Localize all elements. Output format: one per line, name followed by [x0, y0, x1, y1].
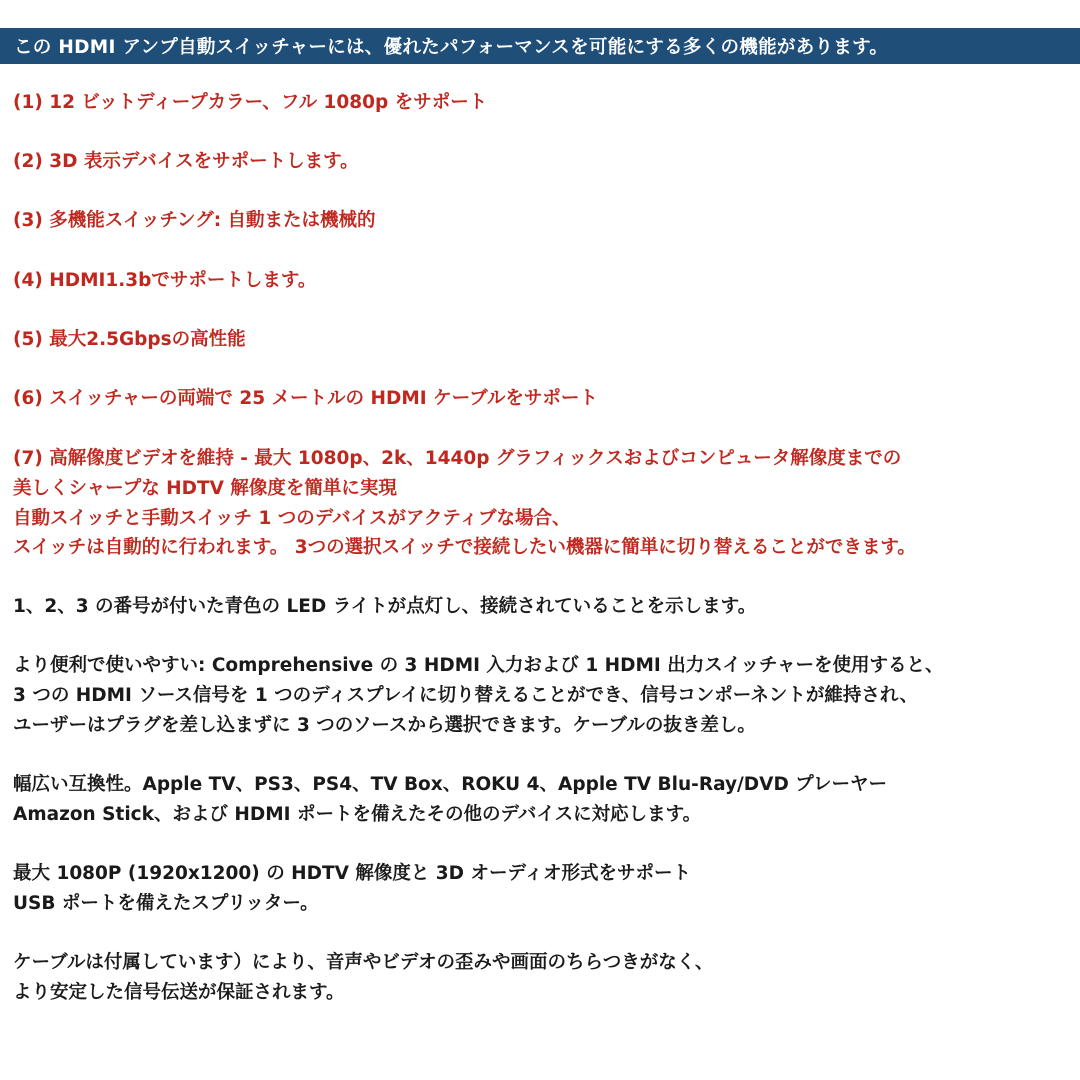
feature-line: (6) スイッチャーの両端で 25 メートルの HDMI ケーブルをサポート	[13, 388, 598, 409]
detail-line: 1、2、3 の番号が付いた青色の LED ライトが点灯し、接続されていることを示します。	[13, 596, 757, 617]
detail-line: USB ポートを備えたスプリッター。	[13, 893, 319, 914]
feature-line: 自動スイッチと手動スイッチ 1 つのデバイスがアクティブな場合、	[13, 508, 571, 529]
feature-line: (2) 3D 表示デバイスをサポートします。	[13, 151, 359, 172]
detail-line: 幅広い互換性。Apple TV、PS3、PS4、TV Box、ROKU 4、Apple TV Blu-Ray/DVD プレーヤー	[13, 774, 888, 795]
feature-line: (1) 12 ビットディープカラー、フル 1080p をサポート	[13, 92, 488, 113]
feature-line: (3) 多機能スイッチング: 自動または機械的	[13, 210, 376, 231]
feature-line: (7) 高解像度ビデオを維持 - 最大 1080p、2k、1440p グラフィックスおよびコンピュータ解像度までの	[13, 448, 902, 469]
detail-line: ユーザーはプラグを差し込まずに 3 つのソースから選択できます。ケーブルの抜き差し。	[13, 715, 756, 736]
detail-line: 3 つの HDMI ソース信号を 1 つのディスプレイに切り替えることができ、信号コンポーネントが維持され、	[13, 685, 918, 706]
detail-line: Amazon Stick、および HDMI ポートを備えたその他のデバイスに対応します。	[13, 804, 702, 825]
detail-line: ケーブルは付属しています）により、音声やビデオの歪みや画面のちらつきがなく、	[13, 952, 714, 973]
feature-line: (5) 最大2.5Gbpsの高性能	[13, 329, 246, 350]
detail-line: 最大 1080P (1920x1200) の HDTV 解像度と 3D オーディオ形式をサポート	[13, 863, 691, 884]
feature-line: 美しくシャープな HDTV 解像度を簡単に実現	[13, 478, 397, 499]
detail-line: より便利で使いやすい: Comprehensive の 3 HDMI 入力および 1 HDMI 出力スイッチャーを使用すると、	[13, 655, 944, 676]
feature-line: (4) HDMI1.3bでサポートします。	[13, 270, 317, 291]
header-title: この HDMI アンプ自動スイッチャーには、優れたパフォーマンスを可能にする多くの機能があります。	[14, 37, 889, 58]
detail-line: より安定した信号伝送が保証されます。	[13, 982, 345, 1003]
header-banner	[0, 28, 1080, 64]
feature-line: スイッチは自動的に行われます。 3つの選択スイッチで接続したい機器に簡単に切り替えることができます。	[13, 537, 916, 558]
